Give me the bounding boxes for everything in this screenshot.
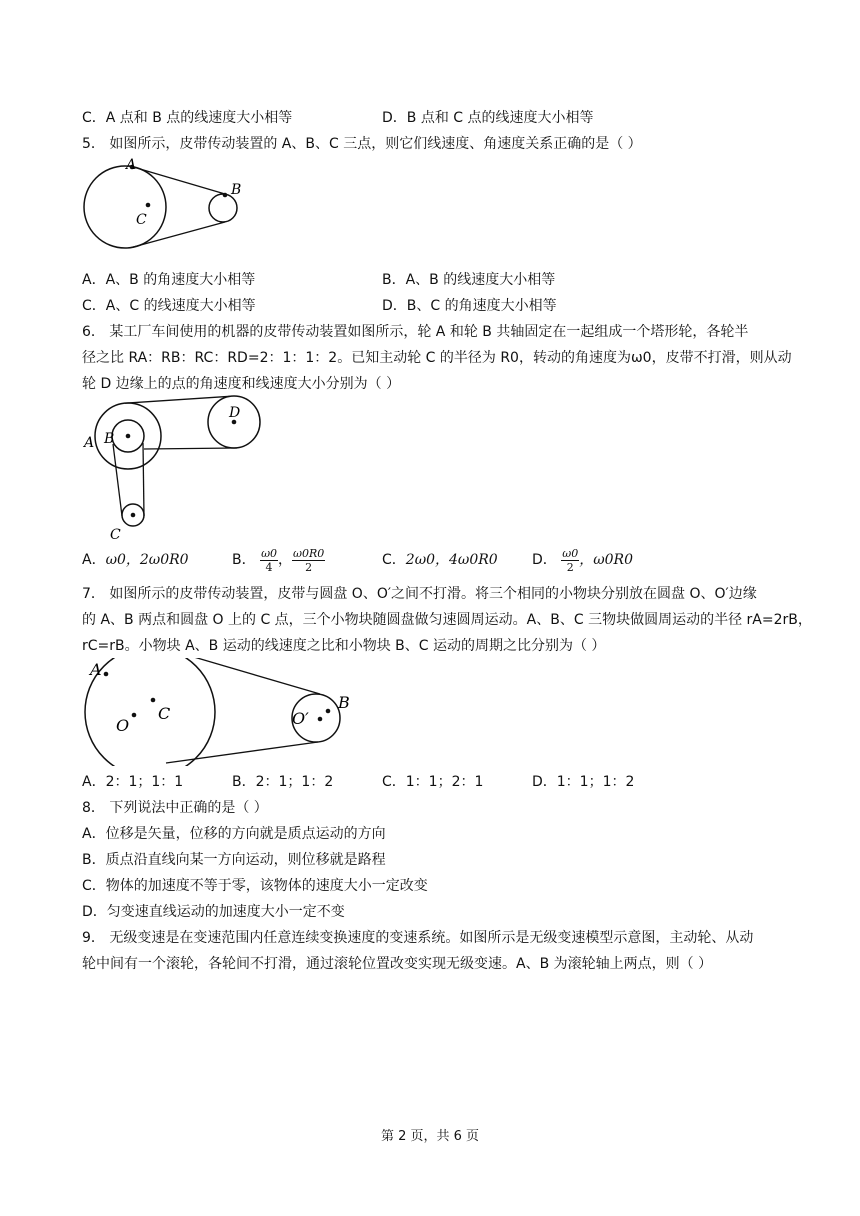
q6-option-b-fraction-2: $\frac{\omega 0R0}{2}$ bbox=[293, 546, 325, 574]
q6-option-c bbox=[382, 550, 498, 570]
q6-stem-line1: 6． 某工厂车间使用的机器的皮带传动装置如图所示，轮 A 和轮 B 共轴固定在一起组成一个塔形轮，各轮半 bbox=[82, 324, 749, 340]
q7-label-o-prime: O′ bbox=[292, 709, 309, 728]
q5-option-d: D．B、C 的角速度大小相等 bbox=[382, 298, 557, 314]
q8-stem: 8． 下列说法中正确的是（ ） bbox=[82, 800, 268, 816]
q7-label-b: B bbox=[338, 693, 350, 712]
q5-label-c: C bbox=[136, 212, 147, 228]
q5-option-c: C．A、C 的线速度大小相等 bbox=[82, 298, 256, 314]
q7-option-d: D．1：1；1：2 bbox=[532, 774, 635, 790]
q8-option-d: D．匀变速直线运动的加速度大小一定不变 bbox=[82, 904, 345, 920]
q8-option-c: C．物体的加速度不等于零，该物体的速度大小一定改变 bbox=[82, 878, 428, 894]
q6-option-a-label: A． bbox=[82, 552, 106, 568]
q6-label-d: D bbox=[229, 405, 241, 421]
q5-option-a: A．A、B 的角速度大小相等 bbox=[82, 272, 256, 288]
q7-stem-line1: 7． 如图所示的皮带传动装置，皮带与圆盘 O、O′之间不打滑。将三个相同的小物块分别放在圆盘 O、O′边缘 bbox=[82, 586, 757, 602]
q5-option-b: B．A、B 的线速度大小相等 bbox=[382, 272, 556, 288]
q8-option-a: A．位移是矢量，位移的方向就是质点运动的方向 bbox=[82, 826, 386, 842]
q7-option-a: A．2：1；1：1 bbox=[82, 774, 184, 790]
q6-option-a-text: ω0，2ω0R0 bbox=[105, 552, 189, 568]
q4-option-c: C．A 点和 B 点的线速度大小相等 bbox=[82, 110, 293, 126]
q5-figure bbox=[80, 158, 260, 250]
q7-label-o: O bbox=[116, 716, 130, 735]
q7-option-c: C．1：1；2：1 bbox=[382, 774, 484, 790]
q4-option-d: D．B 点和 C 点的线速度大小相等 bbox=[382, 110, 594, 126]
q5-label-b: B bbox=[231, 182, 242, 198]
q9-stem-line2: 轮中间有一个滚轮，各轮间不打滑，通过滚轮位置改变实现无级变速。A、B 为滚轮轴上两点，则（ ） bbox=[82, 956, 713, 972]
q6-option-d-label: D． bbox=[532, 552, 557, 568]
q6-option-a bbox=[82, 550, 189, 570]
q7-stem-line3: rC=rB。小物块 A、B 运动的线速度之比和小物块 B、C 运动的周期之比分别为（ ） bbox=[82, 638, 606, 654]
q6-option-b bbox=[232, 542, 325, 578]
q6-option-d bbox=[532, 542, 633, 578]
q6-label-a: A bbox=[84, 435, 95, 451]
q6-option-d-text: ，ω0R0 bbox=[579, 552, 633, 568]
q6-option-c-label: C． bbox=[382, 552, 406, 568]
q5-label-a: A bbox=[126, 158, 137, 173]
q6-stem-line3: 轮 D 边缘上的点的角速度和线速度大小分别为（ ） bbox=[82, 376, 401, 392]
q6-option-b-label: B． bbox=[232, 552, 256, 568]
q6-option-d-fraction: $\frac{\omega 0}{2}$ bbox=[562, 546, 579, 574]
q7-stem-line2: 的 A、B 两点和圆盘 O 上的 C 点，三个小物块随圆盘做匀速圆周运动。A、B、C 三物块做圆周运动的半径 rA=2rB， bbox=[82, 612, 812, 628]
q6-stem-line2: 径之比 RA：RB：RC：RD=2：1：1：2。已知主动轮 C 的半径为 R0，转动的角速度为ω0，皮带不打滑，则从动 bbox=[82, 350, 792, 366]
q7-option-b: B．2：1；1：2 bbox=[232, 774, 334, 790]
q6-option-b-fraction-1: $\frac{\omega 0}{4}$ bbox=[261, 546, 278, 574]
q7-label-c: C bbox=[158, 704, 171, 723]
q6-figure bbox=[80, 395, 270, 543]
q7-label-a: A bbox=[90, 660, 102, 679]
q5-stem: 5． 如图所示，皮带传动装置的 A、B、C 三点，则它们线速度、角速度关系正确的是（ ） bbox=[82, 136, 642, 152]
page-footer: 第 2 页，共 6 页 bbox=[380, 1129, 480, 1144]
q7-figure bbox=[80, 658, 360, 766]
q9-stem-line1: 9． 无级变速是在变速范围内任意连续变换速度的变速系统。如图所示是无级变速模型示意图，主动轮、从动 bbox=[82, 930, 754, 946]
q6-label-c: C bbox=[110, 527, 121, 543]
q6-label-b: B bbox=[104, 431, 115, 447]
q6-option-c-text: 2ω0，4ω0R0 bbox=[405, 552, 498, 568]
q6-option-b-separator: ， bbox=[278, 552, 293, 568]
q8-option-b: B．质点沿直线向某一方向运动，则位移就是路程 bbox=[82, 852, 386, 868]
